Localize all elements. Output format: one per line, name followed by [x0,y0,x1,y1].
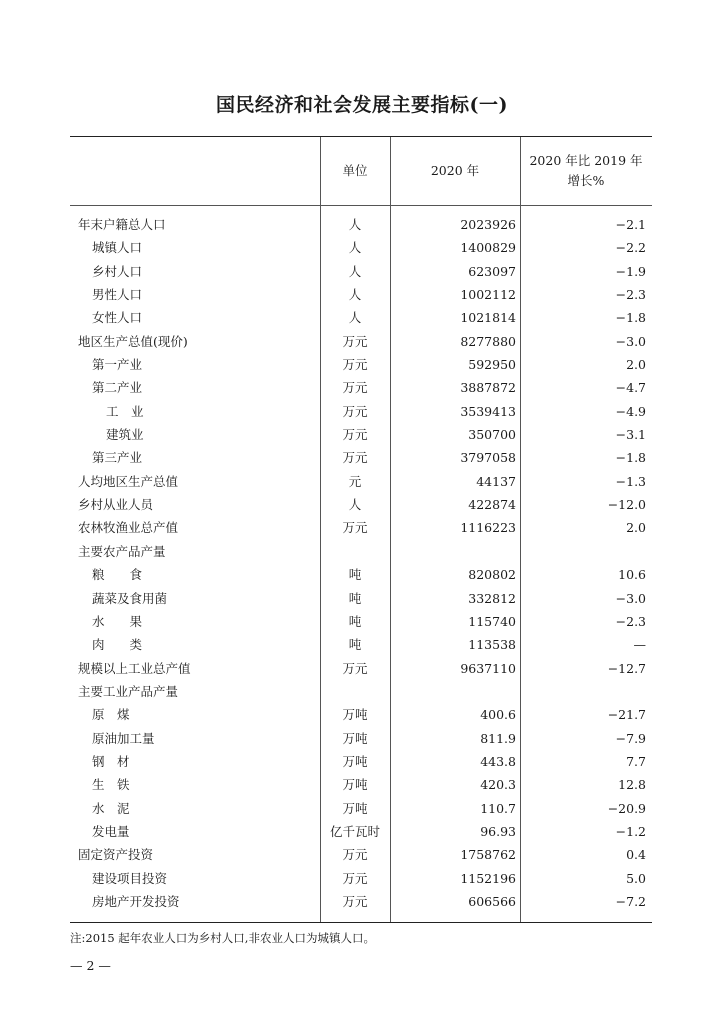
table-row [70,820,652,843]
row-unit: 万吨 [342,800,368,816]
row-value: 8277880 [460,333,516,349]
row-unit: 万元 [342,357,368,373]
row-unit: 吨 [348,613,362,629]
row-name: 工 业 [106,403,144,419]
table-row [70,330,652,353]
row-change: −7.9 [615,730,646,746]
table-row [70,633,652,656]
row-unit: 吨 [348,637,362,653]
table-row [70,587,652,610]
row-unit: 万元 [342,450,368,466]
table-row [70,610,652,633]
row-change: 2.0 [626,357,646,373]
table-row [70,283,652,306]
row-change: 10.6 [618,567,646,583]
header-year: 2020 年 [430,163,480,178]
row-unit: 万吨 [342,753,368,769]
row-change: — [633,637,646,653]
row-unit: 万吨 [342,777,368,793]
row-value: 3797058 [460,450,516,466]
row-change: −3.0 [615,333,646,349]
table-row [70,260,652,283]
row-name: 原 煤 [92,707,130,723]
row-value: 1021814 [460,310,516,326]
row-value: 2023926 [460,217,516,232]
row-name: 固定资产投资 [78,847,154,863]
table-row [70,376,652,399]
footnote: 注:2015 起年农业人口为乡村人口,非农业人口为城镇人口。 [70,931,375,945]
row-unit: 万元 [342,870,368,886]
row-change: −2.1 [615,217,646,232]
row-name: 主要农产品产量 [78,543,166,559]
row-value: 350700 [468,427,516,443]
row-name: 钢 材 [92,753,130,769]
row-name: 发电量 [92,823,130,839]
row-change: −12.0 [607,497,646,513]
row-value: 1152196 [460,870,516,886]
header-change [520,137,652,205]
row-name: 主要工业产品产量 [78,683,179,699]
header-change-line1: 2020 年比 2019 年 [529,153,643,168]
row-change: −1.2 [615,823,646,839]
row-unit: 万吨 [342,730,368,746]
row-unit: 万元 [342,403,368,419]
row-value: 811.9 [480,730,516,746]
row-name: 地区生产总值(现价) [78,333,188,349]
row-value: 606566 [468,893,516,909]
table-row [70,727,652,750]
row-change: 0.4 [626,847,646,863]
row-value: 3887872 [460,380,516,396]
table-row [70,493,652,516]
row-name: 水 果 [92,613,143,629]
page-title: 国民经济和社会发展主要指标(一) [216,94,508,116]
row-unit: 元 [348,473,362,489]
row-value: 96.93 [480,823,516,839]
row-name: 肉 类 [92,637,143,653]
table-row [70,423,652,446]
row-change: −1.8 [615,450,646,466]
row-unit: 万元 [342,427,368,443]
row-unit: 万元 [342,893,368,909]
row-unit: 万元 [342,333,368,349]
indicator-table [70,136,652,923]
row-name: 第二产业 [92,380,143,396]
row-value: 443.8 [480,753,516,769]
row-value: 592950 [468,357,516,373]
table-row [70,680,652,703]
table-row [70,516,652,539]
row-unit: 吨 [348,567,362,583]
row-unit: 人 [348,287,362,303]
row-value: 9637110 [460,660,516,676]
table-row [70,470,652,493]
row-name: 建筑业 [106,427,144,443]
table-row [70,353,652,376]
row-name: 水 泥 [92,800,130,816]
row-change: −20.9 [607,800,646,816]
row-value: 44137 [476,473,516,489]
row-name: 女性人口 [92,310,143,326]
header-unit: 单位 [342,163,368,178]
row-unit: 人 [348,240,362,256]
row-value: 400.6 [480,707,516,723]
row-change: −1.9 [615,263,646,279]
table-row [70,750,652,773]
row-name: 生 铁 [92,777,130,793]
row-change: 5.0 [626,870,646,886]
row-value: 1116223 [460,520,516,536]
row-change: 12.8 [618,777,646,793]
row-name: 农林牧渔业总产值 [78,520,179,536]
row-unit: 亿千瓦时 [329,823,380,839]
row-value: 1400829 [460,240,516,256]
row-unit: 人 [348,310,362,326]
row-name: 第三产业 [92,450,143,466]
table-row [70,540,652,563]
row-value: 332812 [468,590,516,606]
table-row [70,657,652,680]
row-change: −1.8 [615,310,646,326]
row-value: 623097 [468,263,516,279]
row-unit: 万元 [342,520,368,536]
row-name: 蔬菜及食用菌 [92,590,168,606]
row-unit: 万元 [342,380,368,396]
row-unit: 人 [348,497,362,513]
table-row [70,843,652,866]
row-change: −21.7 [607,707,646,723]
row-unit: 万吨 [342,707,368,723]
row-change: −12.7 [607,660,646,676]
row-name: 规模以上工业总产值 [78,660,191,676]
table-row [70,890,652,913]
row-change: −2.3 [615,287,646,303]
table-row [70,446,652,469]
row-value: 113538 [468,637,516,653]
row-change: −4.9 [615,403,646,419]
row-unit: 万元 [342,847,368,863]
row-value: 115740 [468,613,516,629]
row-value: 110.7 [480,800,516,816]
row-value: 1758762 [460,847,516,863]
table-row [70,867,652,890]
header-change-line2: 增长% [567,173,605,188]
row-unit: 吨 [348,590,362,606]
table-row [70,703,652,726]
row-value: 3539413 [460,403,516,419]
row-change: −1.3 [615,473,646,489]
page-number: — 2 — [70,958,111,973]
row-change: −2.2 [615,240,646,256]
table-row [70,773,652,796]
row-name: 乡村人口 [92,263,143,279]
table-row [70,236,652,259]
row-unit: 人 [348,263,362,279]
row-unit: 人 [348,217,362,232]
row-change: −3.1 [615,427,646,443]
row-change: 7.7 [626,753,646,769]
row-name: 男性人口 [92,287,143,303]
table-row [70,306,652,329]
row-name: 房地产开发投资 [92,893,180,909]
row-name: 城镇人口 [92,240,143,256]
row-name: 年末户籍总人口 [78,217,166,232]
row-change: −3.0 [615,590,646,606]
row-value: 420.3 [480,777,516,793]
table-body [70,213,652,913]
row-name: 原油加工量 [92,730,155,746]
row-name: 乡村从业人员 [78,497,154,513]
row-change: 2.0 [626,520,646,536]
row-value: 422874 [468,497,516,513]
row-change: −4.7 [615,380,646,396]
table-row [70,797,652,820]
table-row [70,213,652,236]
header-divider [70,205,652,206]
row-unit: 万元 [342,660,368,676]
row-value: 1002112 [460,287,516,303]
row-value: 820802 [468,567,516,583]
row-change: −7.2 [615,893,646,909]
row-name: 建设项目投资 [92,870,168,886]
row-change: −2.3 [615,613,646,629]
row-name: 第一产业 [92,357,143,373]
table-row [70,400,652,423]
row-name: 人均地区生产总值 [78,473,179,489]
table-row [70,563,652,586]
row-name: 粮 食 [92,567,143,583]
